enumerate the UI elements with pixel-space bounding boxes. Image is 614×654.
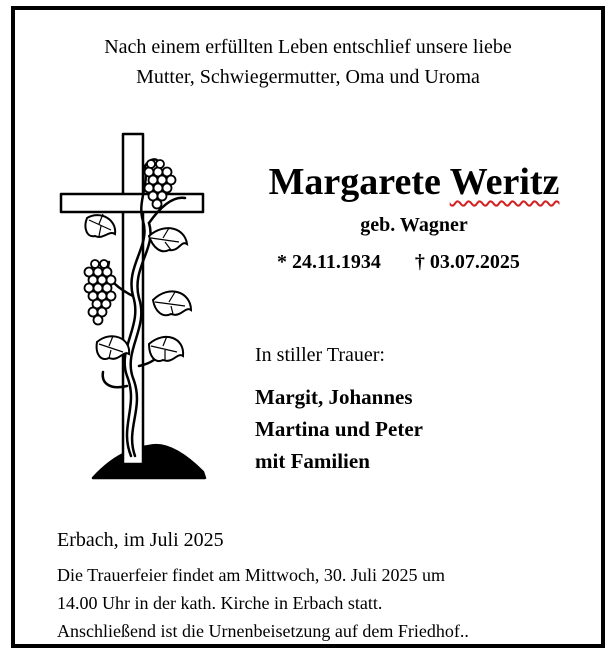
life-dates xyxy=(277,247,520,277)
mourners-heading: In stiller Trauer: xyxy=(255,344,385,366)
cross-with-grapevine-icon xyxy=(53,126,233,484)
notice-line-2: 14.00 Uhr in der kath. Kirche in Erbach statt. xyxy=(57,593,383,613)
mourners-line-1: Margit, Johannes xyxy=(255,385,413,409)
maiden-name: geb. Wagner xyxy=(360,214,468,236)
mourners-line-2: Martina und Peter xyxy=(255,417,423,441)
place-date: Erbach, im Juli 2025 xyxy=(57,529,224,551)
notice-line-3: Anschließend ist die Urnenbeisetzung auf dem Friedhof.. xyxy=(57,621,469,641)
obituary-card xyxy=(11,6,605,648)
intro-line-2: Mutter, Schwiegermutter, Oma und Uroma xyxy=(136,66,480,88)
last-name: Weritz xyxy=(449,161,560,203)
birth-date: * 24.11.1934 xyxy=(277,251,381,273)
death-date: † 03.07.2025 xyxy=(414,251,520,273)
deceased-name xyxy=(239,154,589,210)
intro-line-1: Nach einem erfüllten Leben entschlief unsere liebe xyxy=(104,36,512,58)
mourners-line-3: mit Familien xyxy=(255,449,370,473)
notice-line-1: Die Trauerfeier findet am Mittwoch, 30. Juli 2025 um xyxy=(57,565,445,585)
first-name: Margarete xyxy=(268,161,441,203)
